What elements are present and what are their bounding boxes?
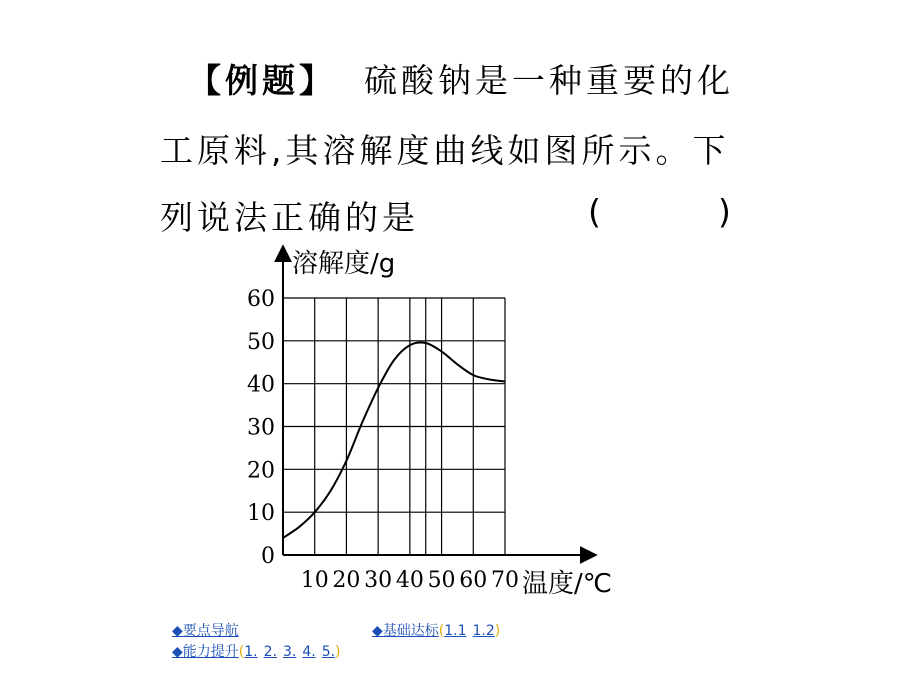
x-tick-label-30: 30 [364,568,393,593]
x-tick-label-20: 20 [332,568,361,593]
nav-advanced-5[interactable]: 5. [321,644,336,660]
y-tick-label-10: 10 [247,501,275,527]
nav-paren-close: ) [335,644,341,660]
question-text-1: 硫酸钠是一种重要的化 [364,61,734,100]
nav-paren-open: ( [438,623,445,639]
nav-advanced-1[interactable]: 1. [244,644,258,660]
y-axis-label: 溶解度/g [292,249,396,279]
y-tick-label-60: 60 [247,287,275,312]
chart-tick-labels [247,287,519,593]
x-tick-label-10: 10 [300,568,329,593]
x-axis-label: 温度/℃ [522,569,612,599]
nav-advanced-2[interactable]: 2. [263,644,277,660]
nav-row-1 [172,620,239,640]
solubility-curve [283,342,505,537]
y-tick-label-40: 40 [247,372,275,398]
y-tick-label-20: 20 [247,458,275,484]
chart-axes [283,246,596,555]
question-line-2: 工原料,其溶解度曲线如图所示。下 [160,131,730,170]
nav-basic-1-1[interactable]: 1.1 [444,623,467,639]
answer-paren-close: ) [718,192,731,231]
nav-paren-open: ( [238,644,245,660]
y-tick-label-30: 30 [247,415,275,441]
y-tick-label-0: 0 [261,544,275,569]
nav-basic-link[interactable]: ◆基础达标 [372,623,439,639]
question-line-3: 列说法正确的是 [160,198,419,237]
nav-paren-close: ) [494,623,501,639]
nav-row-2 [172,641,341,661]
nav-advanced-3[interactable]: 3. [282,644,297,660]
answer-paren-open: ( [588,192,601,231]
nav-basic-row [372,620,500,640]
example-tag: 【例题】 [188,61,336,100]
x-tick-label-60: 60 [459,568,488,593]
y-tick-label-50: 50 [247,329,275,355]
x-tick-label-40: 40 [395,568,424,593]
nav-key-points-link[interactable]: ◆要点导航 [172,623,239,639]
x-tick-label-70: 70 [491,568,519,593]
nav-basic-1-2[interactable]: 1.2 [472,623,495,639]
nav-advanced-link[interactable]: ◆能力提升 [172,644,239,660]
x-tick-label-50: 50 [427,568,456,593]
chart-grid [283,298,505,555]
nav-advanced-4[interactable]: 4. [302,644,316,660]
